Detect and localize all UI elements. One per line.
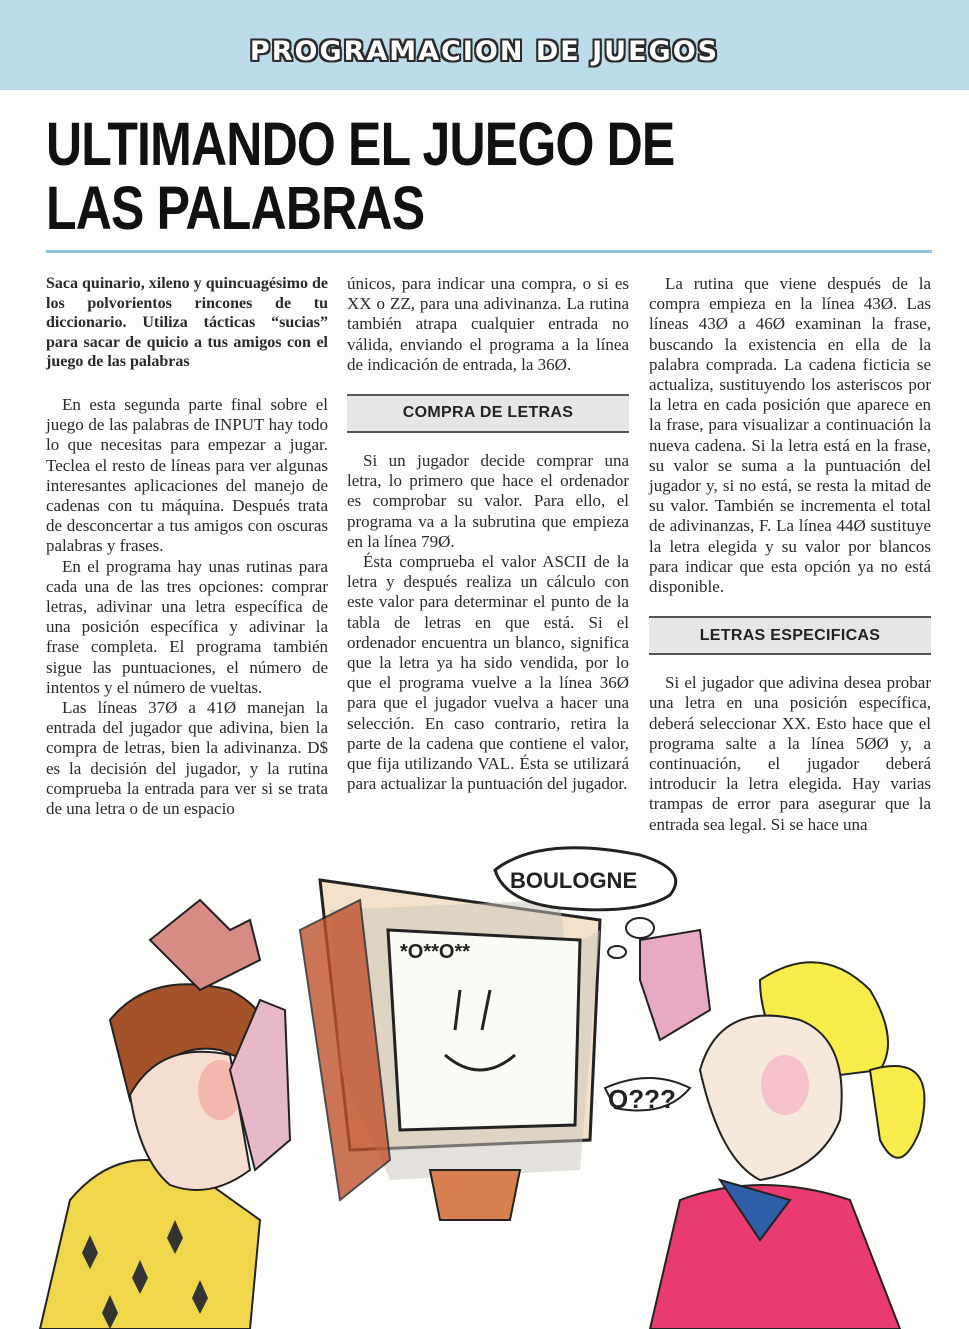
lead-paragraph: Saca quinario, xileno y quincuagésimo de los polvorientos rincones de tu diccionario. Utiliza tácticas “sucias” para sacar de quicio a tus amigos con el juego de las palabras	[46, 275, 328, 371]
body-paragraph: En el programa hay unas rutinas para cada una de las tres opciones: comprar letras, adivinar una letra específica de una posición específica y adivinar la frase completa. El programa también sigue las puntuaciones, el número de intentos y el número de vueltas.	[46, 556, 328, 697]
column-3	[649, 274, 931, 835]
title-line-1: ULTIMANDO EL JUEGO DE	[46, 110, 675, 178]
article-title	[46, 112, 768, 240]
right-player-figure	[605, 930, 924, 1329]
body-paragraph: La rutina que viene después de la compra empieza en la línea 43Ø. Las líneas 43Ø a 46Ø examinan la frase, buscando la existencia en ella de la palabra comprada. La cadena ficticia se actualiza, sustituyendo los asteriscos por la letra en cada posición que aparece en la frase, para visualizar a continuación la nueva cadena. Si la letra está en la frase, su valor se suma a la puntuación del jugador y, si no está, se resta la mitad de su valor. También se incrementa el total de adivinanzas, F. La línea 44Ø sustituye la letra elegida y su valor por blancos para indicar que esta opción ya no está disponible.	[649, 274, 931, 597]
body-paragraph: Ésta comprueba el valor ASCII de la letra y después realiza un cálculo con este valor para determinar el punto de la tabla de letras en que está. Si el ordenador encuentra un blanco, significa que la letra ya ha sido vendida, por lo que el programa vuelve a la línea 36Ø para que el jugador vuelva a hacer una selección. En caso contrario, retira la parte de la cadena que contiene el valor, que fija utilizando VAL. Ésta se utilizará para actualizar la puntuación del jugador.	[347, 552, 629, 794]
illustration	[0, 840, 969, 1329]
title-rule	[46, 250, 932, 253]
left-player-figure	[40, 900, 290, 1329]
body-paragraph: únicos, para indicar una compra, o si es XX o ZZ, para una adivinanza. La rutina también atrapa cualquier entrada no válida, enviando el programa a la línea de indicación de entrada, la 36Ø.	[347, 274, 629, 374]
screen-text: *O**O**	[400, 941, 471, 963]
subheading-letras-especificas: LETRAS ESPECIFICAS	[649, 616, 931, 655]
title-line-2: LAS PALABRAS	[46, 174, 425, 242]
body-paragraph: Las líneas 37Ø a 41Ø manejan la entrada del jugador que adivina, bien la compra de letras, bien la adivinanza. D$ es la decisión del jugador, y la rutina comprueba la entrada para ver si se trata de una letra o de un espacio	[46, 698, 328, 819]
body-paragraph: Si el jugador que adivina desea probar una letra en una posición específica, deberá seleccionar XX. Esto hace que el programa salte a la línea 5ØØ y, a continuación, el jugador deberá introducir la letra elegida. Hay varias trampas de error para asegurar que la entrada sea legal. Si se hace una	[649, 673, 931, 834]
speech-text: O???	[608, 1084, 676, 1114]
column-1	[46, 274, 328, 819]
body-paragraph: En esta segunda parte final sobre el juego de las palabras de INPUT hay todo lo que necesitas para empezar a jugar. Teclea el resto de líneas para ver algunas interesantes aplicaciones del manejo de cadenas con tu máquina. Después trata de desconcertar a tus amigos con oscuras palabras y frases.	[46, 394, 328, 556]
computer-monitor	[300, 880, 600, 1220]
section-title: PROGRAMACION DE JUEGOS	[249, 36, 720, 67]
bubble-word: BOULOGNE	[510, 868, 638, 893]
column-2	[347, 274, 629, 794]
body-paragraph: Si un jugador decide comprar una letra, lo primero que hace el ordenador es comprobar su valor. Para ello, el programa va a la subrutina que empieza en la línea 79Ø.	[347, 451, 629, 551]
subheading-compra-de-letras: COMPRA DE LETRAS	[347, 394, 629, 433]
